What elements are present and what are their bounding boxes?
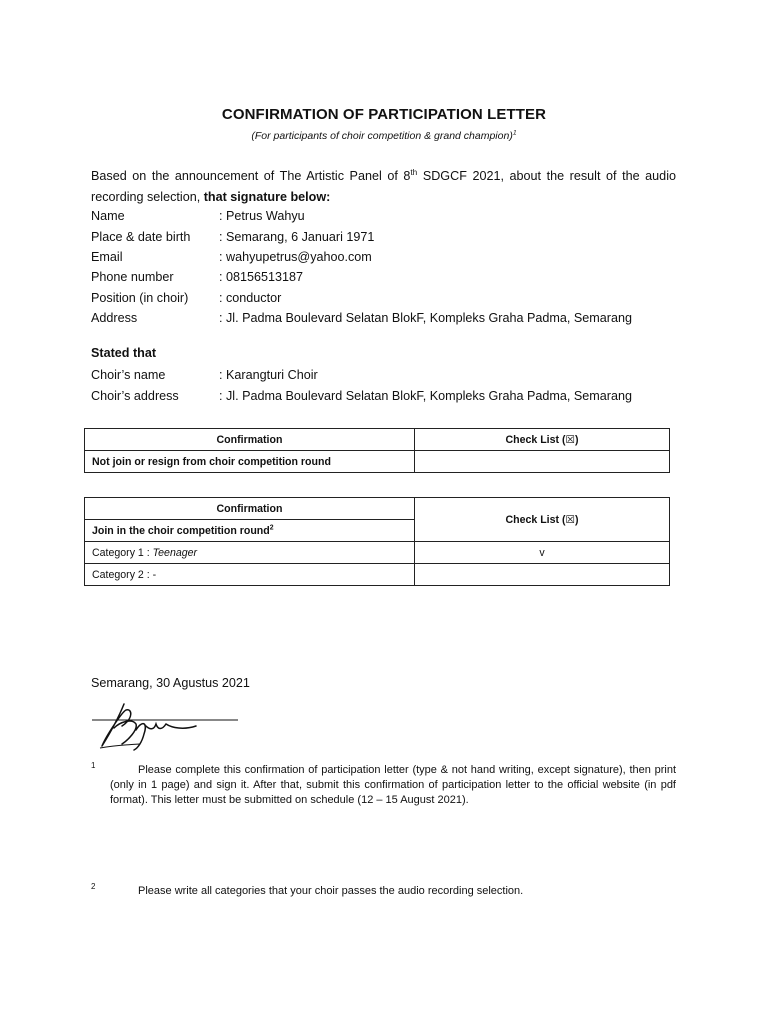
field-label: Name	[91, 209, 125, 223]
category-2-label: Category 2 : -	[85, 564, 415, 586]
category-1-check-cell[interactable]: v	[415, 542, 670, 564]
field-value: : Jl. Padma Boulevard Selatan BlokF, Kompleks Graha Padma, Semarang	[219, 389, 633, 403]
footnote-2-number: 2	[91, 882, 96, 891]
field-label: Email	[91, 250, 123, 264]
field-label: Position (in choir)	[91, 291, 189, 305]
join-round-subheader	[85, 520, 415, 542]
category-1-label	[85, 542, 415, 564]
resign-check-cell[interactable]	[415, 451, 670, 473]
intro-text-2: SDGCF 2021, about the result of the audio recording selection,	[91, 169, 676, 204]
footnote-1-number: 1	[91, 761, 96, 770]
letter-title: CONFIRMATION OF PARTICIPATION LETTER	[221, 106, 547, 123]
table-header-checklist: Check List (☒)	[415, 498, 670, 542]
place-date: Semarang, 30 Agustus 2021	[91, 676, 250, 690]
footnote-2-text: Please write all categories that your choir passes the audio recording selection.	[138, 885, 524, 897]
join-round-text: Join in the choir competition round	[92, 524, 270, 537]
footnote-1-text: Please complete this confirmation of participation letter (type & not hand writing, except signature), then print (only in 1 page) and sign it. After that, submit this confirmation of participation letter to the official website (in pdf format). This letter must be submitted on schedule (12 – 15 August 2021).	[110, 764, 676, 806]
field-value: : conductor	[219, 291, 282, 305]
field-value: : 08156513187	[219, 270, 304, 284]
subtitle-text: (For participants of choir competition & grand champion)	[251, 130, 513, 142]
field-label: Address	[91, 311, 138, 325]
resign-table	[84, 428, 670, 473]
intro-bold-text: that signature below:	[203, 190, 331, 204]
category-1-value: Teenager	[152, 546, 198, 559]
categories-table	[84, 497, 670, 586]
resign-option-label: Not join or resign from choir competition round	[85, 451, 415, 473]
field-value: : wahyupetrus@yahoo.com	[219, 250, 372, 264]
intro-text-1: Based on the announcement of The Artistic Panel of 8	[91, 169, 411, 183]
field-label: Place & date birth	[91, 230, 191, 244]
field-label: Choir’s address	[91, 389, 179, 403]
signature-image	[92, 700, 242, 752]
category-1-prefix: Category 1 :	[92, 546, 153, 559]
field-value: : Karangturi Choir	[219, 368, 318, 382]
table-header-checklist: Check List (☒)	[415, 429, 670, 451]
table-header-confirmation: Confirmation	[85, 429, 415, 451]
join-round-footnote-ref: 2	[269, 523, 274, 531]
category-2-check-cell[interactable]	[415, 564, 670, 586]
intro-superscript: th	[410, 167, 418, 177]
letter-subtitle	[0, 130, 768, 142]
field-value: : Semarang, 6 Januari 1971	[219, 230, 375, 244]
field-label: Phone number	[91, 270, 174, 284]
field-value: : Jl. Padma Boulevard Selatan BlokF, Kompleks Graha Padma, Semarang	[219, 311, 633, 325]
subtitle-footnote-ref: 1	[512, 129, 517, 137]
intro-paragraph	[91, 166, 676, 208]
stated-heading: Stated that	[91, 346, 157, 360]
field-value: : Petrus Wahyu	[219, 209, 305, 223]
field-label: Choir’s name	[91, 368, 166, 382]
table-header-confirmation: Confirmation	[85, 498, 415, 520]
